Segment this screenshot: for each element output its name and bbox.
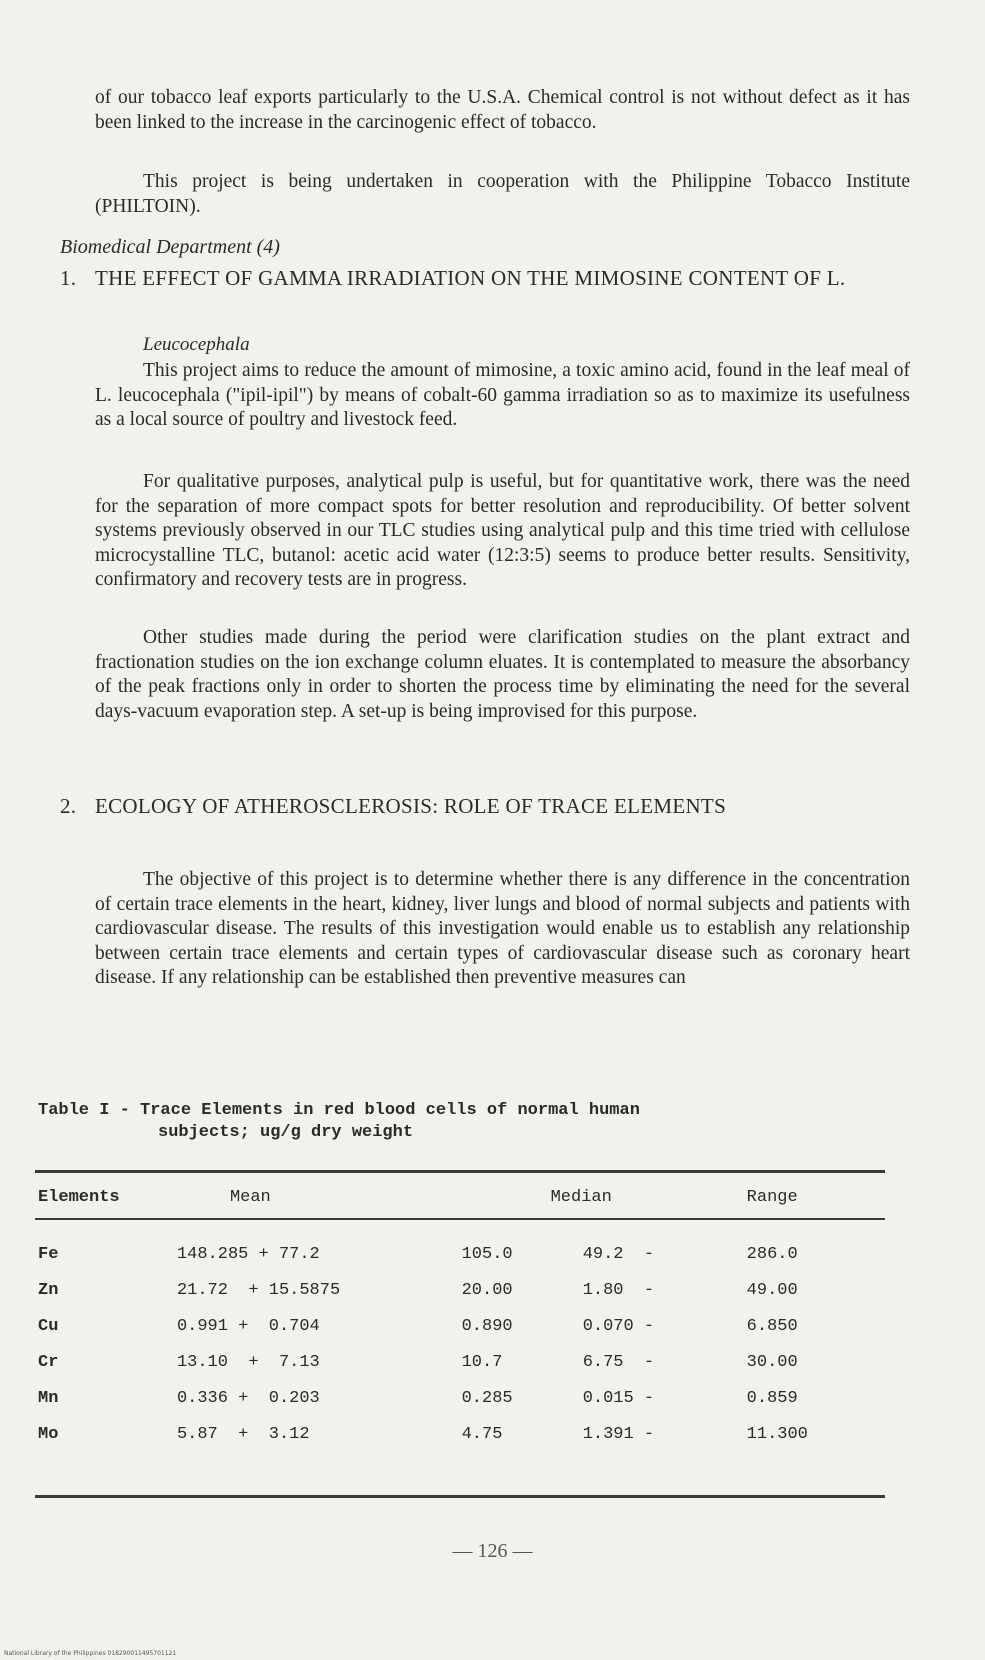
mean-cell: 5.87 + 3.12 xyxy=(176,1424,310,1444)
element-cell: Fe xyxy=(38,1244,59,1264)
range-low-cell: 6.75 - xyxy=(582,1352,655,1372)
table-row xyxy=(38,1416,883,1452)
section-1-subtitle: Leucocephala xyxy=(143,334,250,355)
mean-cell: 13.10 + 7.13 xyxy=(176,1352,320,1372)
section-1-paragraph-1: This project aims to reduce the amount of mimosine, a toxic amino acid, found in the leaf meal of L. leucocephala ("ipil-ipil") by means of cobalt-60 gamma irradiation so as to maximize its usefulness as a local source of poultry and livestock feed. xyxy=(95,360,910,430)
median-cell: 20.00 xyxy=(461,1280,513,1300)
section-2-paragraph-1: The objective of this project is to determine whether there is any difference in the concentration of certain trace elements in the heart, kidney, liver lungs and blood of normal subjects and patients with cardiovascular disease. The results of this investigation would enable us to establish any relationship between certain trace elements and certain types of cardiovascular disease such as coronary heart disease. If any relationship can be established then preventive measures can xyxy=(95,869,910,988)
table-bottom-rule xyxy=(35,1495,885,1498)
table-row xyxy=(38,1308,883,1344)
section-1-heading xyxy=(60,266,910,316)
department-heading: Biomedical Department (4) xyxy=(60,236,280,258)
element-cell: Cu xyxy=(38,1316,59,1336)
median-cell: 0.890 xyxy=(461,1316,513,1336)
table-top-rule xyxy=(35,1170,885,1173)
table-row xyxy=(38,1236,883,1272)
intro-paragraph-1: of our tobacco leaf exports particularly to the U.S.A. Chemical control is not without defect as it has been linked to the increase in the carcinogenic effect of tobacco. xyxy=(95,87,910,133)
table-row xyxy=(38,1344,883,1380)
table-caption xyxy=(38,1100,640,1144)
header-mean: Mean xyxy=(229,1187,271,1207)
trace-elements-table xyxy=(38,1180,883,1452)
mean-cell: 0.991 + 0.704 xyxy=(176,1316,320,1336)
mean-cell: 21.72 + 15.5875 xyxy=(176,1280,341,1300)
header-range: Range xyxy=(746,1187,798,1207)
element-cell: Mo xyxy=(38,1424,59,1444)
range-high-cell: 30.00 xyxy=(746,1352,798,1372)
section-2-title: ECOLOGY OF ATHEROSCLEROSIS: ROLE OF TRACE ELEMENTS xyxy=(95,794,727,818)
element-cell: Mn xyxy=(38,1388,59,1408)
header-median: Median xyxy=(550,1187,612,1207)
median-cell: 105.0 xyxy=(461,1244,513,1264)
median-cell: 0.285 xyxy=(461,1388,513,1408)
range-high-cell: 286.0 xyxy=(746,1244,798,1264)
range-high-cell: 6.850 xyxy=(746,1316,798,1336)
section-2-heading xyxy=(60,794,910,844)
mean-cell: 0.336 + 0.203 xyxy=(176,1388,320,1408)
mean-cell: 148.285 + 77.2 xyxy=(176,1244,320,1264)
median-cell: 4.75 xyxy=(461,1424,503,1444)
intro-paragraph-2: This project is being undertaken in cooperation with the Philippine Tobacco Institute (PHILTOIN). xyxy=(95,171,910,217)
table-header-row xyxy=(38,1180,883,1214)
range-low-cell: 49.2 - xyxy=(582,1244,655,1264)
element-cell: Zn xyxy=(38,1280,59,1300)
range-high-cell: 11.300 xyxy=(746,1424,808,1444)
range-low-cell: 1.391 - xyxy=(582,1424,655,1444)
section-1-number: 1. xyxy=(60,266,77,290)
section-1-paragraph-2: For qualitative purposes, analytical pulp is useful, but for quantitative work, there was the need for the separation of more compact spots for better resolution and reproducibility. Of better solvent systems previously observed in our TLC studies using analytical pulp and this time tried with cellulose microcystalline TLC, butanol: acetic acid water (12:3:5) seems to produce better results. Sensitivity, confirmatory and recovery tests are in progress. xyxy=(95,471,910,590)
table-caption-line-1: Table I - Trace Elements in red blood cells of normal human xyxy=(38,1101,640,1120)
range-low-cell: 1.80 - xyxy=(582,1280,655,1300)
median-cell: 10.7 xyxy=(461,1352,503,1372)
range-high-cell: 0.859 xyxy=(746,1388,798,1408)
page-number: — 126 — xyxy=(452,1540,533,1562)
range-low-cell: 0.015 - xyxy=(582,1388,655,1408)
footer-note: National Library of the Philippines 018290011495701121 xyxy=(4,1650,177,1657)
header-elements: Elements xyxy=(38,1187,120,1207)
section-1-paragraph-3: Other studies made during the period were clarification studies on the plant extract and fractionation studies on the ion exchange column eluates. It is contemplated to measure the absorbancy of the peak fractions only in order to shorten the process time by eliminating the need for the several days-vacuum evaporation step. A set-up is being improvised for this purpose. xyxy=(95,627,910,722)
element-cell: Cr xyxy=(38,1352,59,1372)
table-caption-line-2: subjects; ug/g dry weight xyxy=(158,1123,414,1142)
table-row xyxy=(38,1380,883,1416)
range-high-cell: 49.00 xyxy=(746,1280,798,1300)
range-low-cell: 0.070 - xyxy=(582,1316,655,1336)
section-1-title: THE EFFECT OF GAMMA IRRADIATION ON THE MIMOSINE CONTENT OF L. xyxy=(95,266,846,290)
table-body xyxy=(38,1236,883,1452)
table-row xyxy=(38,1272,883,1308)
section-2-number: 2. xyxy=(60,794,77,818)
